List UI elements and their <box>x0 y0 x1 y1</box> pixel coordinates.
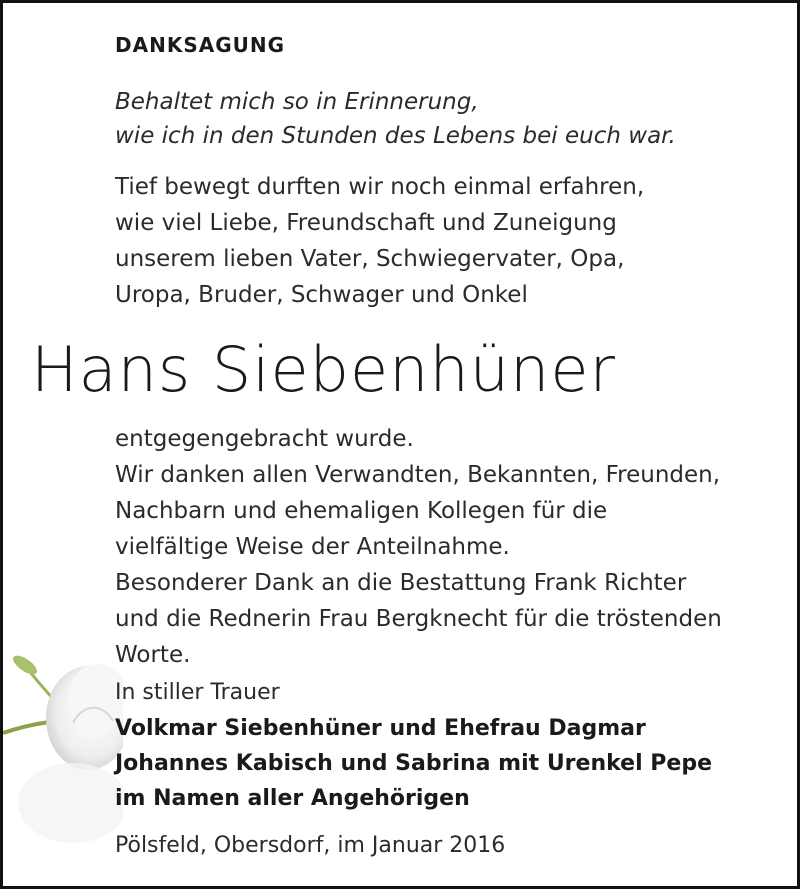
place-date: Pölsfeld, Obersdorf, im Januar 2016 <box>115 833 506 858</box>
family-line: im Namen aller Angehörigen <box>115 786 470 811</box>
family-line: Volkmar Siebenhüner und Ehefrau Dagmar <box>115 716 646 741</box>
intro-line: Tief bewegt durften wir noch einmal erfahren, <box>115 174 645 200</box>
deceased-name: Hans Siebenhüner <box>31 333 616 406</box>
mourning-label: In stiller Trauer <box>115 680 280 705</box>
body-line: und die Rednerin Frau Bergknecht für die tröstenden <box>115 606 722 632</box>
white-rose-image <box>3 603 123 853</box>
body-text <box>115 421 722 673</box>
body-line: Besonderer Dank an die Bestattung Frank Richter <box>115 570 687 596</box>
body-line: entgegengebracht wurde. <box>115 426 414 452</box>
family-line: Johannes Kabisch und Sabrina mit Urenkel Pepe <box>115 751 712 776</box>
intro-line: Uropa, Bruder, Schwager und Onkel <box>115 282 528 308</box>
intro-line: unserem lieben Vater, Schwiegervater, Opa, <box>115 246 625 272</box>
poem <box>115 85 676 153</box>
body-line: Wir danken allen Verwandten, Bekannten, Freunden, <box>115 462 721 488</box>
poem-line: Behaltet mich so in Erinnerung, <box>115 89 479 115</box>
intro-text <box>115 169 644 313</box>
body-line: Nachbarn und ehemaligen Kollegen für die <box>115 498 608 524</box>
body-line: vielfältige Weise der Anteilnahme. <box>115 534 510 560</box>
family-names <box>115 711 712 816</box>
poem-line: wie ich in den Stunden des Lebens bei euch war. <box>115 123 676 149</box>
intro-line: wie viel Liebe, Freundschaft und Zuneigung <box>115 210 617 236</box>
heading: DANKSAGUNG <box>115 33 286 57</box>
body-line: Worte. <box>115 642 191 668</box>
